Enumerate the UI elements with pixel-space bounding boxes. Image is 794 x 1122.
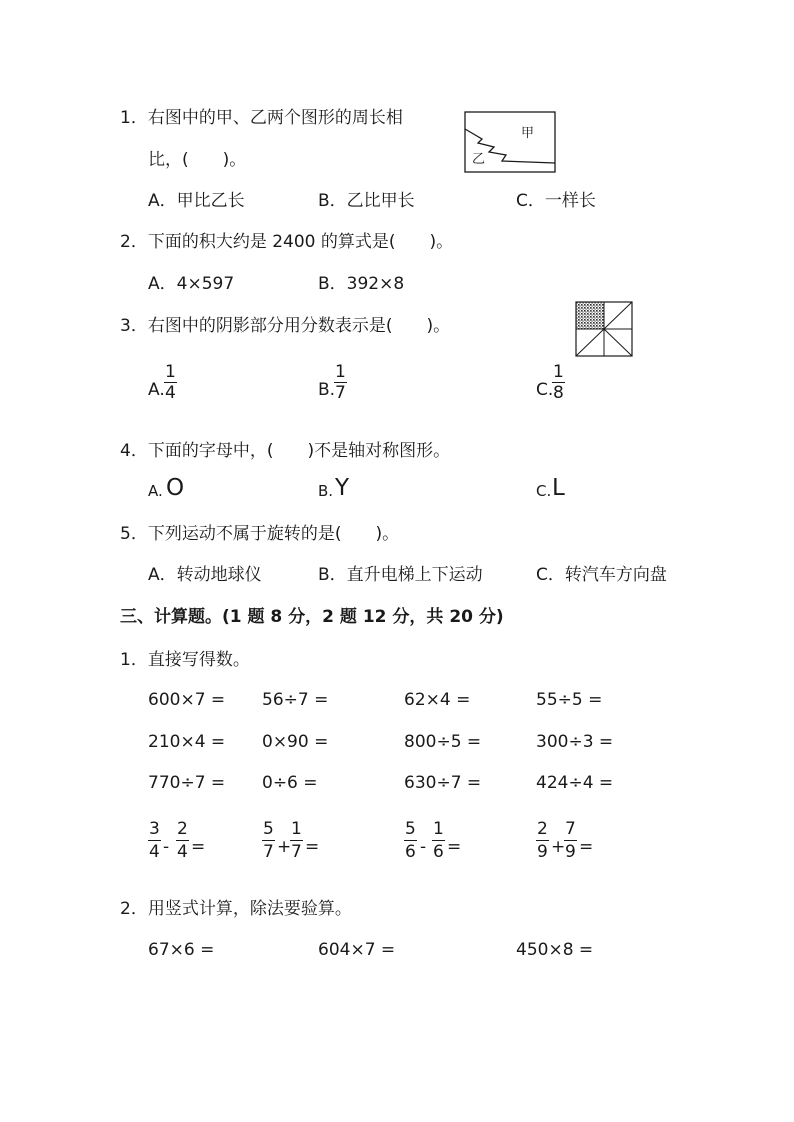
calc2-title: 2．用竖式计算，除法要验算。	[120, 899, 352, 919]
fraction-left	[148, 821, 161, 861]
operator: -	[163, 837, 170, 857]
fraction-left	[262, 821, 275, 861]
calc-item: 210×4 =	[148, 732, 226, 752]
calc-item: 0×90 =	[262, 732, 329, 752]
q4-option-c-letter[interactable]: L	[552, 475, 565, 501]
calc-item: 55÷5 =	[536, 690, 603, 710]
calc-item: 424÷4 =	[536, 773, 614, 793]
q3-option-c-denominator: 8	[553, 383, 564, 403]
numerator: 5	[405, 819, 416, 839]
calc-item: 604×7 =	[318, 940, 396, 960]
operator: -	[420, 837, 427, 857]
equals-sign: =	[191, 837, 206, 857]
calc-item: 56÷7 =	[262, 690, 329, 710]
q4-option-c-prefix[interactable]: C.	[536, 482, 552, 500]
operator: +	[551, 837, 566, 857]
denominator: 7	[291, 842, 302, 862]
q4-option-a-prefix[interactable]: A.	[148, 482, 163, 500]
q1-label-jia: 甲	[521, 126, 535, 141]
calc-item: 62×4 =	[404, 690, 471, 710]
fraction-left	[404, 821, 417, 861]
numerator: 1	[433, 819, 444, 839]
denominator: 6	[433, 842, 444, 862]
equals-sign: =	[305, 837, 320, 857]
calc-item: 800÷5 =	[404, 732, 482, 752]
q1-option-a[interactable]: A．甲比乙长	[148, 191, 245, 211]
q3-option-b-denominator: 7	[335, 383, 346, 403]
q5-stem: 5．下列运动不属于旋转的是( )。	[120, 524, 400, 544]
q3-option-b-fraction[interactable]	[334, 364, 347, 402]
q3-option-c-prefix[interactable]: C.	[536, 380, 554, 400]
q3-shaded-square-figure	[575, 301, 633, 357]
calc-item: 600×7 =	[148, 690, 226, 710]
q3-option-a-denominator: 4	[165, 383, 176, 403]
denominator: 6	[405, 842, 416, 862]
numerator: 2	[177, 819, 188, 839]
q5-option-b[interactable]: B．直升电梯上下运动	[318, 565, 483, 585]
q3-option-b-prefix[interactable]: B.	[318, 380, 336, 400]
q3-option-b-numerator: 1	[335, 362, 346, 382]
q4-option-b-prefix[interactable]: B.	[318, 482, 334, 500]
q4-option-b-letter[interactable]: Y	[335, 475, 350, 501]
numerator: 7	[565, 819, 576, 839]
q3-option-a-prefix[interactable]: A.	[148, 380, 165, 400]
numerator: 2	[537, 819, 548, 839]
calc1-title: 1．直接写得数。	[120, 650, 250, 670]
fraction-right	[290, 821, 303, 861]
q4-stem: 4．下面的字母中，( )不是轴对称图形。	[120, 441, 451, 461]
q1-option-c[interactable]: C．一样长	[516, 191, 596, 211]
q1-stem-line2: 比，( )。	[148, 150, 247, 170]
equals-sign: =	[579, 837, 594, 857]
denominator: 4	[177, 842, 188, 862]
calc-item: 770÷7 =	[148, 773, 226, 793]
q3-option-c-fraction[interactable]	[552, 364, 565, 402]
calc-item: 450×8 =	[516, 940, 594, 960]
q3-stem: 3．右图中的阴影部分用分数表示是( )。	[120, 316, 451, 336]
denominator: 9	[565, 842, 576, 862]
q3-option-a-fraction[interactable]	[164, 364, 177, 402]
q1-label-yi: 乙	[472, 152, 486, 167]
q2-stem: 2．下面的积大约是 2400 的算式是( )。	[120, 232, 454, 252]
q5-option-c[interactable]: C．转汽车方向盘	[536, 565, 667, 585]
denominator: 7	[263, 842, 274, 862]
equals-sign: =	[447, 837, 462, 857]
q2-option-a[interactable]: A．4×597	[148, 274, 235, 294]
q3-option-c-numerator: 1	[553, 362, 564, 382]
fraction-left	[536, 821, 549, 861]
calc-item: 300÷3 =	[536, 732, 614, 752]
calc-item: 630÷7 =	[404, 773, 482, 793]
denominator: 9	[537, 842, 548, 862]
fraction-right	[432, 821, 445, 861]
q5-option-a[interactable]: A．转动地球仪	[148, 565, 262, 585]
operator: +	[277, 837, 292, 857]
fraction-right	[564, 821, 577, 861]
q4-option-a-letter[interactable]: O	[166, 475, 185, 501]
numerator: 5	[263, 819, 274, 839]
calc-item: 0÷6 =	[262, 773, 318, 793]
fraction-right	[176, 821, 189, 861]
q1-option-b[interactable]: B．乙比甲长	[318, 191, 415, 211]
q1-stem-line1: 1．右图中的甲、乙两个图形的周长相	[120, 108, 403, 128]
denominator: 4	[149, 842, 160, 862]
numerator: 3	[149, 819, 160, 839]
numerator: 1	[291, 819, 302, 839]
q3-option-a-numerator: 1	[165, 362, 176, 382]
section3-heading: 三、计算题。(1 题 8 分，2 题 12 分，共 20 分)	[120, 607, 504, 627]
calc-item: 67×6 =	[148, 940, 215, 960]
q2-option-b[interactable]: B．392×8	[318, 274, 405, 294]
